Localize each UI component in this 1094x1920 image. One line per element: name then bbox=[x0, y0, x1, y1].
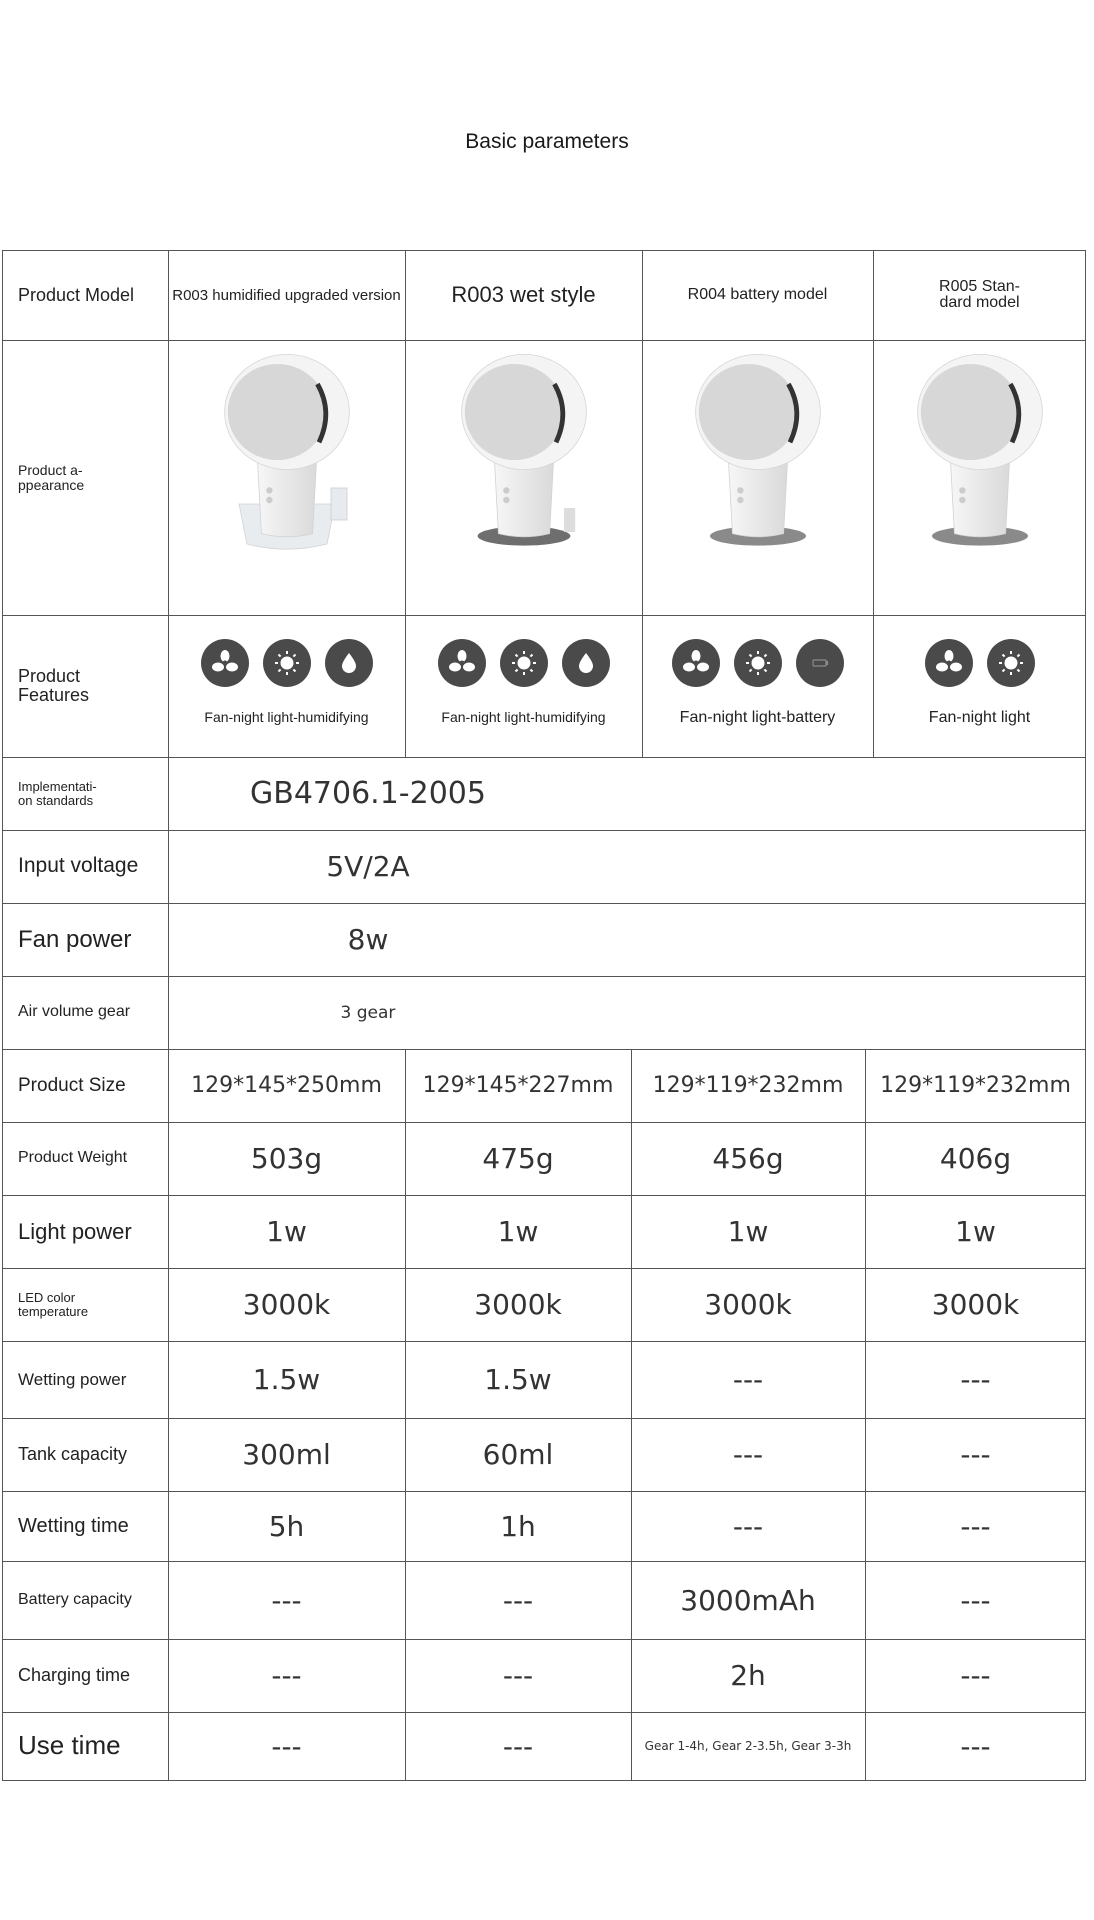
value-light_power-2: 1w bbox=[497, 1215, 539, 1248]
value-size-2: 129*145*227mm bbox=[422, 1073, 614, 1098]
label-weight: Product Weight bbox=[18, 1149, 128, 1167]
label-wetting_power: Wetting power bbox=[18, 1369, 127, 1389]
value-light_power-4: 1w bbox=[955, 1215, 996, 1248]
model-header-3: R004 battery model bbox=[687, 286, 828, 303]
value-battery-4: --- bbox=[960, 1583, 991, 1617]
feature-icons bbox=[168, 639, 405, 687]
value-battery-2: --- bbox=[502, 1583, 534, 1617]
label-features: Product Features bbox=[18, 666, 90, 705]
fan-icon bbox=[672, 639, 720, 687]
label-standards: Implementati- on standards bbox=[18, 778, 97, 808]
sun-icon bbox=[500, 639, 548, 687]
label-light_power: Light power bbox=[18, 1218, 132, 1244]
value-light_power-3: 1w bbox=[727, 1215, 769, 1248]
model-header-1: R003 humidified upgraded version bbox=[172, 286, 401, 304]
label-appearance: Product a- ppearance bbox=[18, 461, 85, 493]
value-charging-4: --- bbox=[960, 1659, 991, 1692]
page-title: Basic parameters bbox=[465, 130, 629, 153]
feature-text: Fan-night light-battery bbox=[679, 709, 836, 726]
value-wetting_time-3: --- bbox=[732, 1509, 764, 1543]
value-light_power-1: 1w bbox=[266, 1215, 307, 1248]
shared-fan_power: 8w bbox=[347, 923, 389, 956]
label-wetting_time: Wetting time bbox=[18, 1514, 129, 1537]
sun-icon bbox=[263, 639, 311, 687]
value-wetting_time-4: --- bbox=[960, 1509, 991, 1543]
value-led_temp-1: 3000k bbox=[242, 1288, 331, 1321]
battery-icon bbox=[796, 639, 844, 687]
label-charging: Charging time bbox=[18, 1665, 131, 1686]
value-battery-1: --- bbox=[271, 1583, 302, 1617]
row-divider bbox=[2, 1780, 1086, 1781]
product-image bbox=[900, 348, 1060, 556]
value-charging-2: --- bbox=[502, 1659, 534, 1692]
product-image bbox=[207, 348, 367, 556]
value-tank-4: --- bbox=[960, 1438, 991, 1471]
value-charging-3: 2h bbox=[730, 1659, 766, 1692]
feature-icons bbox=[405, 639, 642, 687]
label-battery: Battery capacity bbox=[18, 1590, 132, 1608]
value-size-1: 129*145*250mm bbox=[191, 1073, 382, 1098]
value-tank-3: --- bbox=[732, 1438, 764, 1471]
value-use_time-4: --- bbox=[960, 1729, 991, 1763]
value-size-4: 129*119*232mm bbox=[880, 1073, 1071, 1098]
value-wetting_power-3: --- bbox=[732, 1363, 764, 1396]
value-wetting_power-2: 1.5w bbox=[484, 1363, 552, 1396]
value-charging-1: --- bbox=[271, 1659, 302, 1692]
feature-icons bbox=[873, 639, 1086, 687]
value-led_temp-4: 3000k bbox=[931, 1288, 1020, 1321]
sun-icon bbox=[734, 639, 782, 687]
fan-icon bbox=[201, 639, 249, 687]
product-image bbox=[678, 348, 838, 556]
value-wetting_power-4: --- bbox=[960, 1363, 991, 1396]
label-led_temp: LED color temperature bbox=[18, 1289, 89, 1319]
fan-icon bbox=[438, 639, 486, 687]
drop-icon bbox=[325, 639, 373, 687]
parameters-table bbox=[2, 250, 1086, 1780]
value-weight-4: 406g bbox=[939, 1142, 1012, 1175]
label-use_time: Use time bbox=[18, 1730, 121, 1761]
feature-text: Fan-night light-humidifying bbox=[441, 709, 606, 725]
drop-icon bbox=[562, 639, 610, 687]
label-size: Product Size bbox=[18, 1074, 126, 1096]
value-size-3: 129*119*232mm bbox=[652, 1073, 844, 1098]
shared-air_gear: 3 gear bbox=[340, 1002, 396, 1023]
label-model: Product Model bbox=[18, 284, 135, 305]
shared-standards: GB4706.1-2005 bbox=[250, 776, 486, 811]
feature-icons bbox=[642, 639, 873, 687]
value-weight-2: 475g bbox=[482, 1142, 554, 1175]
value-led_temp-2: 3000k bbox=[474, 1288, 562, 1321]
model-header-4: R005 Stan- dard model bbox=[939, 278, 1020, 311]
value-tank-2: 60ml bbox=[482, 1438, 554, 1471]
shared-voltage: 5V/2A bbox=[326, 850, 410, 883]
label-tank: Tank capacity bbox=[18, 1444, 128, 1465]
label-fan_power: Fan power bbox=[18, 925, 132, 953]
value-use_time-3: Gear 1-4h, Gear 2-3.5h, Gear 3-3h bbox=[644, 1739, 852, 1753]
product-image bbox=[444, 348, 604, 556]
value-wetting_time-2: 1h bbox=[500, 1509, 536, 1543]
value-use_time-1: --- bbox=[271, 1729, 302, 1763]
label-voltage: Input voltage bbox=[18, 854, 139, 878]
value-led_temp-3: 3000k bbox=[704, 1288, 792, 1321]
value-wetting_power-1: 1.5w bbox=[252, 1363, 321, 1396]
value-weight-3: 456g bbox=[712, 1142, 784, 1175]
fan-icon bbox=[925, 639, 973, 687]
value-weight-1: 503g bbox=[250, 1142, 323, 1175]
feature-text: Fan-night light-humidifying bbox=[204, 709, 369, 725]
value-wetting_time-1: 5h bbox=[268, 1509, 305, 1543]
label-air_gear: Air volume gear bbox=[18, 1003, 131, 1021]
value-tank-1: 300ml bbox=[242, 1438, 331, 1471]
value-use_time-2: --- bbox=[502, 1729, 534, 1763]
sun-icon bbox=[987, 639, 1035, 687]
value-battery-3: 3000mAh bbox=[680, 1583, 816, 1617]
model-header-2: R003 wet style bbox=[451, 282, 596, 307]
feature-text: Fan-night light bbox=[928, 709, 1031, 726]
